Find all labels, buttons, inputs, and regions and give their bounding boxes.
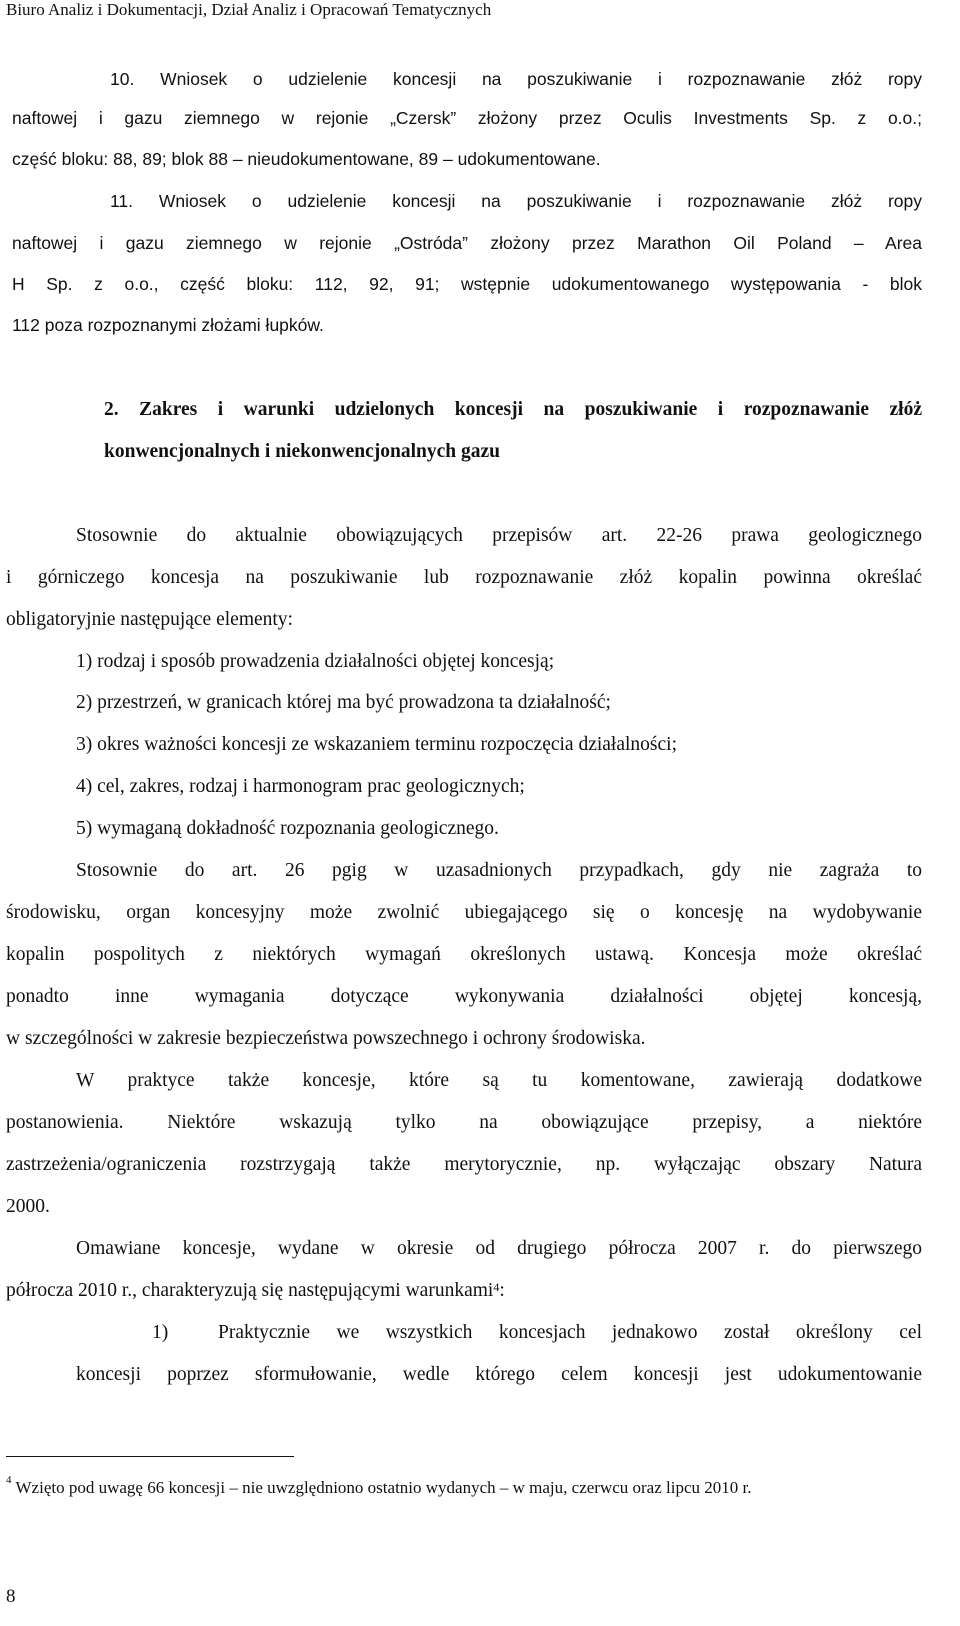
running-header: Biuro Analiz i Dokumentacji, Dział Analiz i Opracowań Tematycznych (6, 0, 492, 19)
footnote-reference[interactable]: 4 (493, 1280, 500, 1294)
paragraph-2-line1: Stosownie do art. 26 pgig w uzasadnionych przypadkach, gdy nie zagraża to (76, 860, 922, 881)
paragraph-4-line1: Omawiane koncesje, wydane w okresie od drugiego półrocza 2007 r. do pierwszego (76, 1238, 922, 1259)
list-item-10-line3: część bloku: 88, 89; blok 88 – nieudokumentowane, 89 – udokumentowane. (12, 149, 601, 169)
list-item-11-line3: H Sp. z o.o., część bloku: 112, 92, 91; wstępnie udokumentowanego występowania - blok (12, 274, 922, 294)
paragraph-3-line1: W praktyce także koncesje, które są tu komentowane, zawierają dodatkowe (76, 1070, 922, 1091)
element-item-3: 3) okres ważności koncesji ze wskazaniem terminu rozpoczęcia działalności; (76, 734, 677, 755)
list-item-10-line1: 10. Wniosek o udzielenie koncesji na poszukiwanie i rozpoznawanie złóż ropy (110, 69, 922, 89)
paragraph-2-line3: kopalin pospolitych z niektórych wymagań określonych ustawą. Koncesja może określać (6, 944, 922, 965)
list-item-11-line4: 112 poza rozpoznanymi złożami łupków. (12, 315, 324, 335)
page-number: 8 (6, 1586, 16, 1607)
footnote (6, 1474, 752, 1498)
paragraph-1-line3: obligatoryjnie następujące elementy: (6, 609, 293, 630)
paragraph-2-line5: w szczególności w zakresie bezpieczeństwa powszechnego i ochrony środowiska. (6, 1028, 646, 1049)
section-heading-line1: 2. Zakres i warunki udzielonych koncesji na poszukiwanie i rozpoznawanie złóż (104, 399, 922, 420)
element-item-4: 4) cel, zakres, rodzaj i harmonogram prac geologicznych; (76, 776, 525, 797)
footnote-number: 4 (6, 1474, 12, 1486)
list-item-11-line1: 11. Wniosek o udzielenie koncesji na poszukiwanie i rozpoznawanie złóż ropy (110, 191, 922, 211)
numbered-item-1-line1: Praktycznie we wszystkich koncesjach jednakowo został określony cel (218, 1322, 922, 1343)
section-heading-line2: konwencjonalnych i niekonwencjonalnych gazu (104, 441, 501, 462)
paragraph-4-line2 (6, 1277, 505, 1305)
numbered-item-1-line2: koncesji poprzez sformułowanie, wedle którego celem koncesji jest udokumentowanie (76, 1364, 922, 1385)
element-item-5: 5) wymaganą dokładność rozpoznania geologicznego. (76, 818, 499, 839)
paragraph-1-line2: i górniczego koncesja na poszukiwanie lub rozpoznawanie złóż kopalin powinna określać (6, 567, 922, 588)
paragraph-3-line3: zastrzeżenia/ograniczenia rozstrzygają także merytorycznie, np. wyłączając obszary Natura (6, 1154, 922, 1175)
paragraph-2-line2: środowisku, organ koncesyjny może zwolnić ubiegającego się o koncesję na wydobywanie (6, 902, 922, 923)
paragraph-4-line2-colon: : (499, 1280, 505, 1301)
element-item-1: 1) rodzaj i sposób prowadzenia działalności objętej koncesją; (76, 651, 555, 672)
footnote-separator (6, 1456, 294, 1457)
list-item-11-line2: naftowej i gazu ziemnego w rejonie „Ostróda” złożony przez Marathon Oil Poland – Area (12, 233, 922, 253)
numbered-item-1-number: 1) (152, 1322, 169, 1343)
paragraph-3-line4: 2000. (6, 1196, 50, 1217)
list-item-10-line2: naftowej i gazu ziemnego w rejonie „Czersk” złożony przez Oculis Investments Sp. z o.o.; (12, 108, 922, 128)
paragraph-1-line1: Stosownie do aktualnie obowiązujących przepisów art. 22-26 prawa geologicznego (76, 525, 922, 546)
paragraph-4-line2-text: półrocza 2010 r., charakteryzują się następującymi warunkami (6, 1280, 494, 1301)
footnote-text: Wzięto pod uwagę 66 koncesji – nie uwzględniono ostatnio wydanych – w maju, czerwcu oraz lipcu 2010 r. (15, 1478, 752, 1497)
paragraph-2-line4: ponadto inne wymagania dotyczące wykonywania działalności objętej koncesją, (6, 986, 922, 1007)
paragraph-3-line2: postanowienia. Niektóre wskazują tylko na obowiązujące przepisy, a niektóre (6, 1112, 922, 1133)
element-item-2: 2) przestrzeń, w granicach której ma być prowadzona ta działalność; (76, 692, 611, 713)
